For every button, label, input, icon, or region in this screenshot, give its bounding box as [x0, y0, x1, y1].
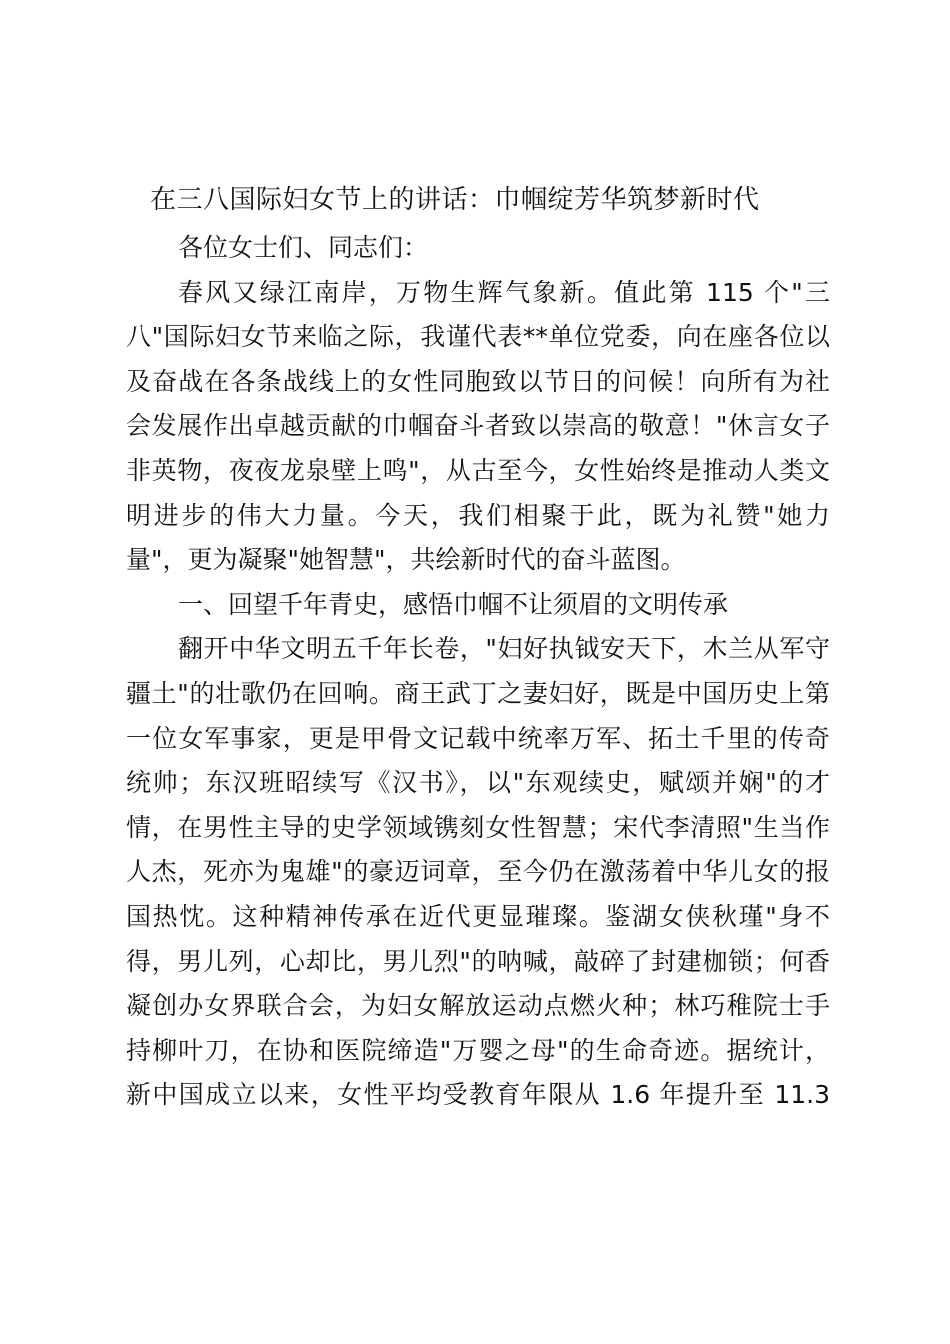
paragraph-history [126, 627, 830, 1118]
paragraph-line: 明进步的伟大力量。今天，我们相聚于此，既为礼赞"她力 [126, 500, 830, 530]
paragraph-line: 会发展作出卓越贡献的巾帼奋斗者致以崇高的敬意！"休言女子 [126, 411, 830, 441]
paragraph-line: 情，在男性主导的史学领域镌刻女性智慧；宋代李清照"生当作 [126, 812, 830, 842]
document-page [126, 174, 830, 1118]
paragraph-line: 八"国际妇女节来临之际，我谨代表**单位党委，向在座各位以 [126, 322, 830, 352]
paragraph-line: 量"，更为凝聚"她智慧"，共绘新时代的奋斗蓝图。 [126, 545, 686, 575]
greeting-line: 各位女士们、同志们： [178, 233, 429, 262]
paragraph-line: 新中国成立以来，女性平均受教育年限从 1.6 年提升至 11.3 [126, 1080, 830, 1110]
paragraph-opening [126, 271, 830, 583]
paragraph-line: 国热忱。这种精神传承在近代更显璀璨。鉴湖女侠秋瑾"身不 [126, 901, 830, 931]
document-title: 在三八国际妇女节上的讲话：巾帼绽芳华筑梦新时代 [150, 185, 760, 215]
paragraph-line: 疆土"的壮歌仍在回响。商王武丁之妻妇好，既是中国历史上第 [126, 678, 830, 708]
paragraph-line: 一位女军事家，更是甲骨文记载中统率万军、拓土千里的传奇 [126, 723, 830, 753]
paragraph-line: 翻开中华文明五千年长卷，"妇好执钺安天下，木兰从军守 [178, 634, 830, 664]
paragraph-line: 持柳叶刀，在协和医院缔造"万婴之母"的生命奇迹。据统计， [126, 1035, 830, 1065]
paragraph-line: 春风又绿江南岸，万物生辉气象新。值此第 115 个"三 [178, 277, 830, 307]
paragraph-line: 非英物，夜夜龙泉壁上鸣"，从古至今，女性始终是推动人类文 [126, 455, 830, 485]
paragraph-line: 凝创办女界联合会，为妇女解放运动点燃火种；林巧稚院士手 [126, 991, 830, 1021]
paragraph-line: 得，男儿列，心却比，男儿烈"的呐喊，敲碎了封建枷锁；何香 [126, 946, 830, 976]
paragraph-line: 统帅；东汉班昭续写《汉书》，以"东观续史，赋颂并娴"的才 [126, 768, 830, 798]
paragraph-line: 及奋战在各条战线上的女性同胞致以节日的问候！向所有为社 [126, 366, 830, 396]
section-heading: 一、回望千年青史，感悟巾帼不让须眉的文明传承 [178, 589, 729, 619]
paragraph-line: 人杰，死亦为鬼雄"的豪迈词章，至今仍在激荡着中华儿女的报 [126, 857, 830, 887]
